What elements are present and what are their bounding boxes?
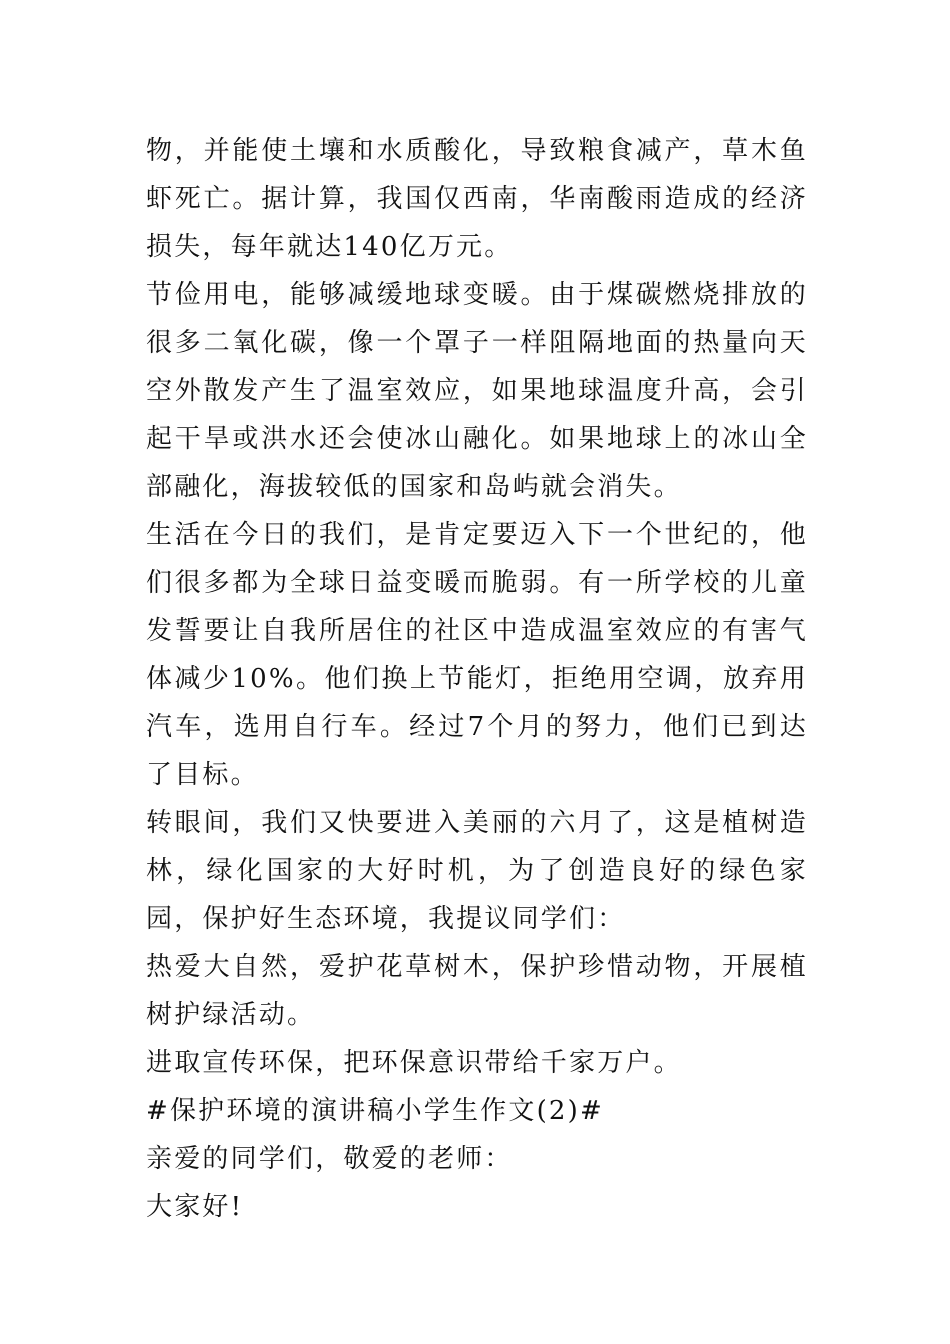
paragraph-school-children: 生活在今日的我们，是肯定要迈入下一个世纪的，他们很多都为全球日益变暖而脆弱。有一所学校的儿童发誓要让自我所居住的社区中造成温室效应的有害气体减少10%。他们换上节能灯，拒绝用空调，放弃用汽车，选用自行车。经过7个月的努力，他们已到达了目标。 [146, 520, 808, 790]
paragraph-june-tree-planting: 转眼间，我们又快要进入美丽的六月了，这是植树造林，绿化国家的大好时机，为了创造良好的绿色家园，保护好生态环境，我提议同学们： [146, 808, 808, 934]
paragraph-promote-environmental: 进取宣传环保，把环保意识带给千家万户。 [146, 1048, 682, 1078]
paragraph-acid-rain-continued: 物，并能使土壤和水质酸化，导致粮食减产，草木鱼虾死亡。据计算，我国仅西南，华南酸雨造成的经济损失，每年就达140亿万元。 [146, 136, 808, 262]
section-heading: #保护环境的演讲稿小学生作文(2)# [146, 1096, 604, 1126]
document-body [146, 127, 808, 1231]
greeting-salutation: 亲爱的同学们，敬爱的老师： [146, 1144, 513, 1174]
greeting-hello: 大家好! [146, 1192, 244, 1222]
paragraph-love-nature: 热爱大自然，爱护花草树木，保护珍惜动物，开展植树护绿活动。 [146, 952, 808, 1030]
paragraph-save-electricity: 节俭用电，能够减缓地球变暖。由于煤碳燃烧排放的很多二氧化碳，像一个罩子一样阻隔地面的热量向天空外散发产生了温室效应，如果地球温度升高，会引起干旱或洪水还会使冰山融化。如果地球上的冰山全部融化，海拔较低的国家和岛屿就会消失。 [146, 280, 808, 502]
